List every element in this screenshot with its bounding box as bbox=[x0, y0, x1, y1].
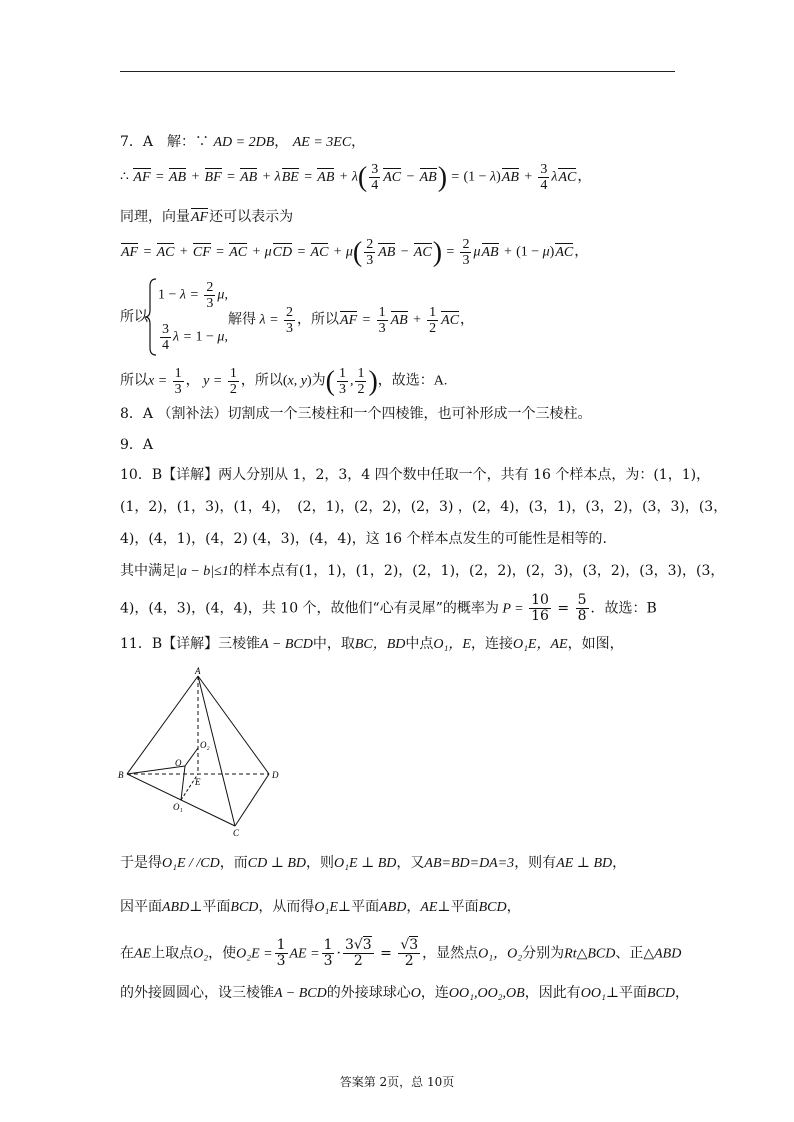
page-footer: 答案第 2页，总 10页 bbox=[339, 1075, 455, 1089]
q7-solve: 解得 λ = $\frac{2}{3}$ ，所以AF = $\frac{1}{3}$ AB + $\frac{1}{2}$ AC， bbox=[228, 305, 475, 336]
q10-line-3: 4)，(4，1)，(4，2) (4，3)，(4，4)，这 16 个样本点发生的可能性是相等的. bbox=[120, 531, 607, 547]
q10-line-5: 4)，(4，3)，(4，4)，共 10 个，故他们“心有灵犀”的概率为 P = $\frac{10}{16}$ = $\frac{5}{8}$ ．故选：B bbox=[120, 592, 657, 624]
label-A: A bbox=[195, 666, 201, 676]
q10-line-1: 10．B【详解】两人分别从 1，2，3，4 四个数中任取一个，共有 16 个样本点，为：(1，1)， bbox=[120, 467, 711, 483]
label-O2: O₂ bbox=[200, 740, 210, 750]
q10-line-2: (1，2)，(1，3)，(1，4)， (2，1)，(2，2)，(2，3) ，(2，4)，(3，1)，(3，2)，(3，3)，(3， bbox=[120, 499, 728, 515]
q7-sys-label: 所以 bbox=[120, 309, 148, 325]
q7-equation-2: AF = AC + CF = AC + μCD = AC + μ( $\frac{2}{3}$ AB − AC) = $\frac{2}{3}$ μAB + (1 − μ)AC， bbox=[121, 236, 589, 268]
label-E: E bbox=[195, 777, 201, 787]
q10-line-4: 其中满足|a − b|≤1的样本点有(1，1)，(1，2)，(2，1)，(2，2)，(2，3)，(3，2)，(3，3)，(3， bbox=[120, 563, 725, 579]
q11-line-4: 在AE上取点O₂，使O₂E = $\frac{1}{3}$ AE = $\frac{1}{3}$ · $\frac{3√3}{2}$ = $\frac{√3}{2}$ ，显然点O₁，O₂分别为Rt△BCD、正△ABD bbox=[120, 937, 682, 969]
q7-line-1: 7．A 解：∵ AD = 2DB， AE = 3EC， bbox=[120, 134, 366, 150]
q11-line-5: 的外接圆圆心，设三棱锥A − BCD的外接球球心O，连OO₁,OO₂,OB，因此有OO₁⊥平面BCD， bbox=[120, 985, 689, 1001]
q11-line-2: 于是得O₁E / /CD，而CD ⊥ BD，则O₁E ⊥ BD，又AB=BD=DA=3，则有AE ⊥ BD， bbox=[120, 855, 627, 871]
q7-cond2: AE = 3EC bbox=[292, 135, 352, 150]
q7-line-3: 同理，向量AF还可以表示为 bbox=[120, 209, 294, 225]
header-rule bbox=[120, 71, 675, 72]
q7-cond1: AD = 2DB bbox=[213, 135, 275, 150]
label-O1: O₁ bbox=[173, 802, 183, 812]
q8-text: 8．A （割补法）切割成一个三棱柱和一个四棱锥，也可补形成一个三棱柱。 bbox=[120, 406, 592, 422]
q11-line-1: 11．B【详解】三棱锥A − BCD中，取BC，BD中点O₁，E，连接O₁E，AE，如图， bbox=[120, 636, 624, 652]
label-D: D bbox=[272, 770, 279, 780]
q7-sys-eq1: 1 − λ = $\frac{2}{3}$ μ, bbox=[158, 280, 228, 311]
q7-sys-eq2: $\frac{3}{4}$ λ = 1 − μ, bbox=[162, 322, 228, 353]
q11-line-3: 因平面ABD⊥平面BCD，从而得O₁E⊥平面ABD，AE⊥平面BCD， bbox=[120, 899, 521, 915]
q7-head: 7．A 解：∵ bbox=[120, 134, 210, 150]
label-C: C bbox=[233, 828, 240, 838]
q7-final: 所以x = $\frac{1}{3}$ ， y = $\frac{1}{2}$ ，所以(x, y)为( $\frac{1}{3}$ , $\frac{1}{2}$ )，故选：A. bbox=[120, 365, 448, 397]
q9-text: 9．A bbox=[120, 437, 154, 453]
brace-icon bbox=[144, 278, 158, 356]
label-B: B bbox=[118, 770, 124, 780]
tetrahedron-figure bbox=[115, 664, 285, 840]
q7-equation-1: ∴ AF = AB + BF = AB + λBE = AB + λ( $\frac{3}{4}$ AC − AB) = (1 − λ)AB + $\frac{3}{4}$ λAC， bbox=[120, 161, 592, 193]
label-O: O bbox=[175, 758, 182, 768]
